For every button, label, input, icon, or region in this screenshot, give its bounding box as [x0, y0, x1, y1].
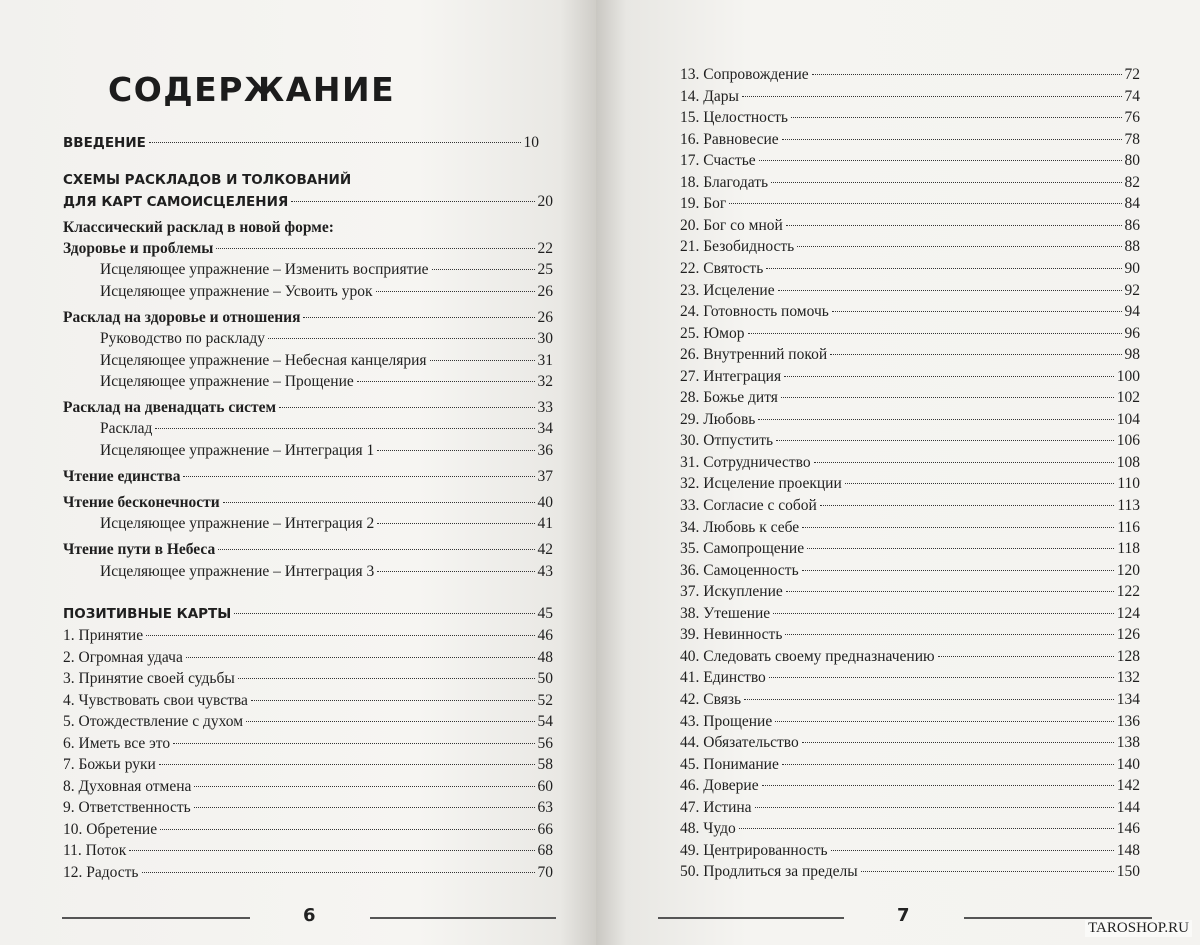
toc-entry-card: 41. Единство 132	[680, 669, 1140, 687]
toc-entry-sub: Исцеляющее упражнение – Интеграция 2 41	[100, 515, 553, 532]
toc-entry-card: 25. Юмор 96	[680, 324, 1140, 342]
toc-entry-card: 18. Благодать 82	[680, 173, 1140, 191]
toc-entry-path: Чтение пути в Небеса 42	[63, 541, 553, 558]
toc-entry-unity: Чтение единства 37	[63, 468, 553, 485]
footer-rule-right	[964, 917, 1152, 919]
toc-entry-card: 24. Готовность помочь 94	[680, 303, 1140, 321]
toc-entry-card: 13. Сопровождение 72	[680, 66, 1140, 83]
toc-entry-card: 5. Отождествление с духом 54	[63, 713, 553, 730]
toc-entry-card: 27. Интеграция 100	[680, 367, 1140, 385]
toc-entry-schemes-line1: СХЕМЫ РАСКЛАДОВ И ТОЛКОВАНИЙ	[63, 172, 352, 188]
toc-entry-card: 33. Согласие с собой 113	[680, 497, 1140, 514]
toc-entry-card: 29. Любовь 104	[680, 410, 1140, 428]
toc-entry-card: 28. Божье дитя 102	[680, 389, 1140, 407]
toc-entry-card: 9. Ответственность 63	[63, 799, 553, 816]
footer-rule-left	[658, 917, 844, 919]
toc-entry-health-relations: Расклад на здоровье и отношения 26	[63, 309, 553, 326]
toc-entry-card: 46. Доверие 142	[680, 777, 1140, 795]
toc-entry-card: 6. Иметь все это 56	[63, 734, 553, 752]
toc-entry-card: 2. Огромная удача 48	[63, 648, 553, 666]
toc-entry-card: 26. Внутренний покой 98	[680, 346, 1140, 364]
toc-entry-intro: ВВЕДЕНИЕ 10	[63, 134, 539, 151]
toc-entry-twelve: Расклад на двенадцать систем 33	[63, 399, 553, 416]
toc-entry-card: 39. Невинность 126	[680, 626, 1140, 644]
toc-entry-card: 44. Обязательство 138	[680, 734, 1140, 752]
toc-entry-health-problems: Здоровье и проблемы 22	[63, 240, 553, 257]
footer-rule-right	[370, 917, 556, 919]
toc-entry-card: 22. Святость 90	[680, 259, 1140, 277]
toc-entry-sub: Исцеляющее упражнение – Усвоить урок 26	[100, 283, 553, 300]
toc-entry-card: 35. Самопрощение 118	[680, 540, 1140, 558]
left-page	[0, 0, 596, 945]
toc-entry-card: 15. Целостность 76	[680, 109, 1140, 127]
footer-rule-left	[62, 917, 250, 919]
toc-entry-card: 49. Центрированность 148	[680, 841, 1140, 859]
toc-entry-sub: Исцеляющее упражнение – Изменить восприятие 25	[100, 261, 553, 278]
toc-entry-sub: Исцеляющее упражнение – Прощение 32	[100, 373, 553, 390]
toc-entry-card: 37. Искупление 122	[680, 583, 1140, 601]
page-title: СОДЕРЖАНИЕ	[108, 70, 396, 109]
toc-entry-schemes-line2: ДЛЯ КАРТ САМОИСЦЕЛЕНИЯ 20	[63, 193, 553, 210]
toc-entry-card: 34. Любовь к себе 116	[680, 518, 1140, 536]
toc-entry-card: 19. Бог 84	[680, 195, 1140, 213]
page-number: 7	[897, 905, 910, 926]
toc-entry-positive: ПОЗИТИВНЫЕ КАРТЫ 45	[63, 605, 553, 622]
toc-entry-card: 48. Чудо 146	[680, 820, 1140, 838]
page-number: 6	[303, 905, 316, 926]
toc-entry-card: 38. Утешение 124	[680, 604, 1140, 622]
toc-entry-card: 10. Обретение 66	[63, 820, 553, 838]
toc-entry-card: 1. Принятие 46	[63, 627, 553, 644]
toc-entry-infinity: Чтение бесконечности 40	[63, 494, 553, 511]
toc-entry-card: 43. Прощение 136	[680, 712, 1140, 730]
toc-entry-card: 17. Счастье 80	[680, 152, 1140, 170]
toc-entry-card: 20. Бог со мной 86	[680, 216, 1140, 234]
toc-entry-card: 23. Исцеление 92	[680, 281, 1140, 299]
toc-entry-card: 8. Духовная отмена 60	[63, 777, 553, 795]
toc-entry-sub: Расклад 34	[100, 420, 553, 437]
toc-entry-card: 11. Поток 68	[63, 842, 553, 859]
toc-entry-card: 3. Принятие своей судьбы 50	[63, 670, 553, 687]
toc-entry-classic: Классический расклад в новой форме:	[63, 219, 334, 236]
toc-entry-card: 40. Следовать своему предназначению 128	[680, 647, 1140, 665]
right-page	[596, 0, 1200, 945]
toc-entry-sub: Руководство по раскладу 30	[100, 330, 553, 347]
toc-entry-card: 30. Отпустить 106	[680, 432, 1140, 450]
toc-entry-card: 16. Равновесие 78	[680, 130, 1140, 148]
toc-entry-card: 32. Исцеление проекции 110	[680, 475, 1140, 493]
toc-entry-card: 31. Сотрудничество 108	[680, 453, 1140, 471]
toc-entry-sub: Исцеляющее упражнение – Интеграция 3 43	[100, 563, 553, 580]
toc-entry-card: 45. Понимание 140	[680, 755, 1140, 773]
toc-entry-card: 21. Безобидность 88	[680, 238, 1140, 256]
toc-entry-card: 7. Божьи руки 58	[63, 756, 553, 773]
toc-entry-card: 14. Дары 74	[680, 87, 1140, 105]
watermark: TAROSHOP.RU	[1085, 920, 1192, 937]
toc-entry-sub: Исцеляющее упражнение – Небесная канцелярия 31	[100, 352, 553, 369]
toc-entry-card: 4. Чувствовать свои чувства 52	[63, 691, 553, 709]
toc-entry-card: 50. Продлиться за пределы 150	[680, 863, 1140, 881]
toc-entry-card: 36. Самоценность 120	[680, 561, 1140, 579]
toc-entry-card: 12. Радость 70	[63, 863, 553, 881]
toc-entry-card: 47. Истина 144	[680, 798, 1140, 816]
toc-entry-sub: Исцеляющее упражнение – Интеграция 1 36	[100, 442, 553, 459]
toc-entry-card: 42. Связь 134	[680, 690, 1140, 708]
